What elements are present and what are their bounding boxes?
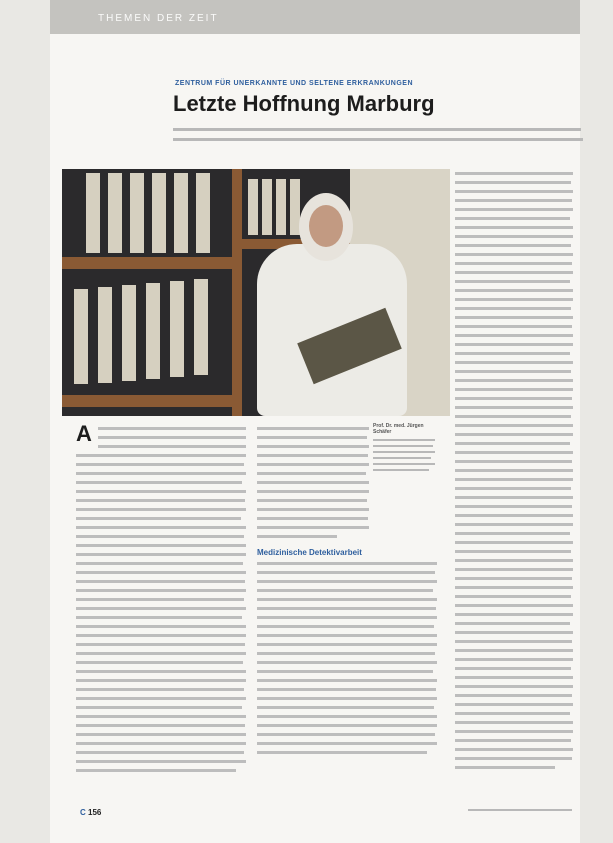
footer-source bbox=[468, 809, 572, 811]
body-column-1 bbox=[76, 427, 246, 778]
section-subheading: Medizinische Detektivarbeit bbox=[257, 548, 362, 557]
photo-credit bbox=[438, 257, 443, 258]
body-column-2-top bbox=[257, 427, 369, 544]
section-tag: THEMEN DER ZEIT bbox=[98, 13, 219, 24]
article-kicker: ZENTRUM FÜR UNERKANNTE UND SELTENE ERKRANKUNGEN bbox=[175, 80, 414, 87]
page-number: C 156 bbox=[80, 808, 102, 817]
body-column-3 bbox=[455, 172, 573, 775]
article-headline: Letzte Hoffnung Marburg bbox=[173, 91, 435, 116]
drop-cap: A bbox=[76, 421, 92, 446]
caption-name: Prof. Dr. med. Jürgen Schäfer bbox=[373, 423, 424, 435]
photo-caption bbox=[373, 423, 437, 471]
body-column-2-bottom bbox=[257, 562, 437, 760]
article-photo bbox=[62, 169, 450, 416]
